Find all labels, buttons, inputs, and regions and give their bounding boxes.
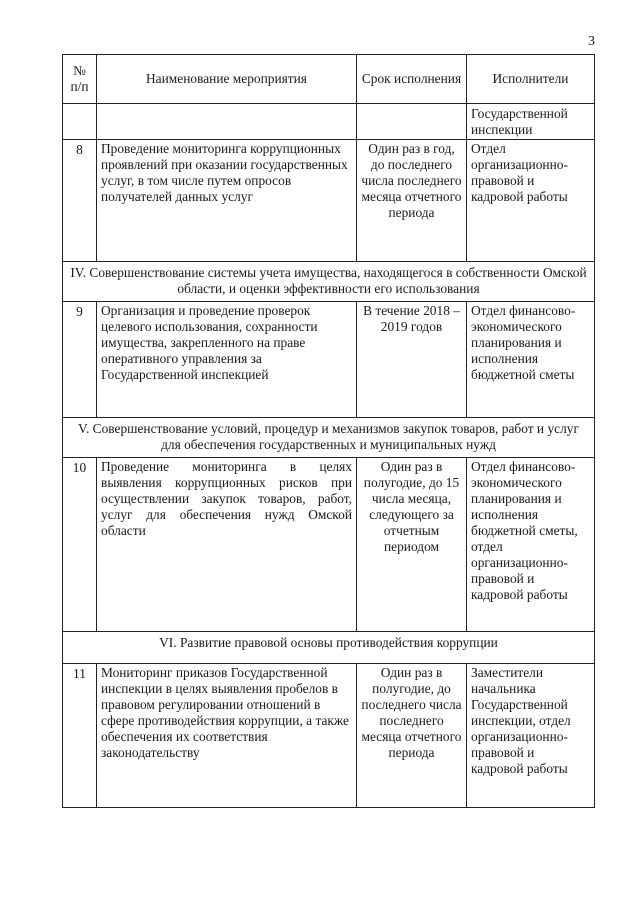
section-heading: IV. Совершенствование системы учета имущества, находящегося в собственности Омской области, и оценки эффективности его использования <box>63 262 595 302</box>
header-executors: Исполнители <box>467 55 595 104</box>
page-number: 3 <box>588 34 595 49</box>
table-row <box>63 302 595 418</box>
table-header-row <box>63 55 595 104</box>
section-heading-row <box>63 632 595 664</box>
cell-term: Один раз в полугодие, до 15 числа месяца, следующего за отчетным периодом <box>357 458 467 632</box>
header-num: № п/п <box>63 55 97 104</box>
cell-name: Проведение мониторинга в целях выявления коррупционных рисков при осуществлении закупок товаров, работ, услуг для обеспечения нужд Омской области <box>97 458 357 632</box>
cell-executors: Отдел финансово-экономического планирования и исполнения бюджетной сметы, отдел организационно-правовой и кадровой работы <box>467 458 595 632</box>
section-heading-row <box>63 418 595 458</box>
header-name: Наименование мероприятия <box>97 55 357 104</box>
cell-name: Организация и проведение проверок целевого использования, сохранности имущества, закрепленного на праве оперативного управления за Государственной инспекцией <box>97 302 357 418</box>
section-heading: VI. Развитие правовой основы противодействия коррупции <box>63 632 595 664</box>
cell-num: 8 <box>63 140 97 262</box>
cell-num: 9 <box>63 302 97 418</box>
table-row-continuation <box>63 104 595 140</box>
cell-executors: Отдел финансово-экономического планирования и исполнения бюджетной сметы <box>467 302 595 418</box>
cell-term: В течение 2018 – 2019 годов <box>357 302 467 418</box>
cell-name <box>97 104 357 140</box>
measures-table <box>62 54 595 808</box>
cell-name: Проведение мониторинга коррупционных проявлений при оказании государственных услуг, в том числе путем опросов получателей данных услуг <box>97 140 357 262</box>
section-heading: V. Совершенствование условий, процедур и механизмов закупок товаров, работ и услуг для обеспечения государственных и муниципальных нужд <box>63 418 595 458</box>
header-term: Срок исполнения <box>357 55 467 104</box>
cell-num: 10 <box>63 458 97 632</box>
cell-executors: Отдел организационно-правовой и кадровой работы <box>467 140 595 262</box>
cell-term: Один раз в год, до последнего числа последнего месяца отчетного периода <box>357 140 467 262</box>
section-heading-row <box>63 262 595 302</box>
cell-num: 11 <box>63 664 97 808</box>
table-row <box>63 664 595 808</box>
cell-executors: Государственной инспекции <box>467 104 595 140</box>
cell-num <box>63 104 97 140</box>
table-row <box>63 140 595 262</box>
cell-name: Мониторинг приказов Государственной инспекции в целях выявления пробелов в правовом регулировании отношений в сфере противодействия коррупции, а также обеспечения их соответствия законодательству <box>97 664 357 808</box>
cell-executors: Заместители начальника Государственной инспекции, отдел организационно-правовой и кадровой работы <box>467 664 595 808</box>
table-row <box>63 458 595 632</box>
cell-term <box>357 104 467 140</box>
cell-term: Один раз в полугодие, до последнего числа последнего месяца отчетного периода <box>357 664 467 808</box>
